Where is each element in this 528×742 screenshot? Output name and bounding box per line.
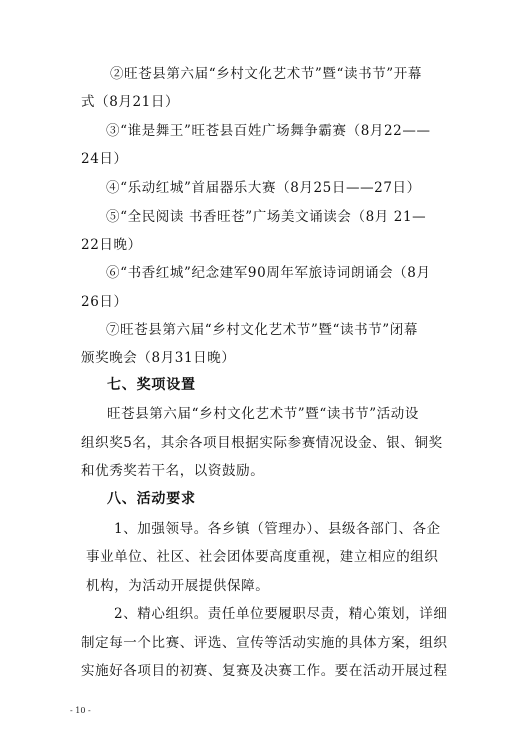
text-line: ③“谁是舞王”旺苍县百姓广场舞争霸赛（8月22——	[106, 123, 431, 139]
text-line: ⑦旺苍县第六届“乡村文化艺术节”暨“读书节”闭幕	[106, 322, 419, 338]
text-line: 事业单位、社区、社会团体要高度重视，建立相应的组织	[86, 549, 439, 565]
text-line: ④“乐动红城”首届器乐大赛（8月25日——27日）	[106, 180, 421, 196]
page-number: - 10 -	[70, 706, 91, 715]
section-heading-awards: 七、奖项设置	[107, 377, 196, 393]
text-line: ⑥“书香红城”纪念建军90周年军旅诗词朗诵会（8月	[106, 265, 431, 281]
text-line: 组织奖5名，其余各项目根据实际参赛情况设金、银、铜奖	[81, 435, 443, 451]
text-line: 2、精心组织。责任单位要履职尽责，精心策划，详细	[114, 606, 448, 622]
text-line: 26日）	[81, 294, 128, 310]
text-line: 颁奖晚会（8月31日晚）	[81, 350, 236, 366]
text-line: 24日）	[81, 151, 128, 167]
text-line: 1、加强领导。各乡镇（管理办）、县级各部门、各企	[114, 521, 441, 537]
text-line: 旺苍县第六届“乡村文化艺术节”暨“读书节”活动设	[107, 406, 420, 422]
section-heading-requirements: 八、活动要求	[107, 491, 196, 507]
text-line: 制定每一个比赛、评选、宣传等活动实施的具体方案，组织	[81, 635, 448, 651]
text-line: ⑤“全民阅读 书香旺苍”广场美文诵读会（8月 21—	[106, 209, 427, 225]
text-line: 和优秀奖若干名，以资鼓励。	[81, 463, 265, 479]
text-line: 22日晚）	[81, 237, 142, 253]
text-line: 机构，为活动开展提供保障。	[86, 578, 270, 594]
text-line: ②旺苍县第六届“乡村文化艺术节”暨“读书节”开幕	[110, 66, 423, 82]
text-line: 式（8月21日）	[81, 94, 180, 110]
text-line: 实施好各项目的初赛、复赛及决赛工作。要在活动开展过程	[81, 663, 448, 679]
